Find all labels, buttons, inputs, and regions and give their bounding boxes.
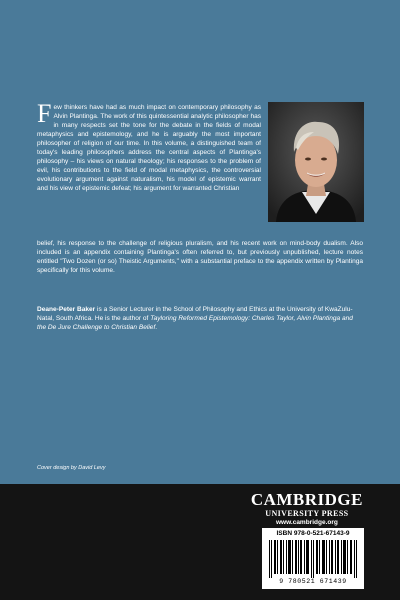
publisher-url: www.cambridge.org xyxy=(275,519,338,526)
author-name: Deane-Peter Baker xyxy=(37,306,96,313)
author-bio-text: is a Senior Lecturer in the School of Philosophy and Ethics at the University of KwaZulu-Natal, South Africa. He is the author of xyxy=(37,306,353,323)
blurb-continued: belief, his response to the challenge of religious pluralism, and his recent work on mind-body dualism. Also included is an appendix containing Plantinga's often referred to, but previously unpublished, lecture notes entitled "Two Dozen (or so) Theistic Arguments," with a substantial preface to the appendix written by Plantinga specifically for this volume. xyxy=(37,240,363,275)
barcode-icon xyxy=(267,540,359,578)
drop-cap: F xyxy=(37,99,52,128)
author-bio-end: . xyxy=(155,324,158,332)
cover-design-credit: Cover design by David Levy xyxy=(37,465,106,471)
author-bio xyxy=(37,305,363,332)
isbn-label: ISBN 978-0-521-67143-9 xyxy=(276,530,350,537)
publisher-subtitle: UNIVERSITY PRESS xyxy=(265,509,349,518)
publisher-name: CAMBRIDGE xyxy=(250,490,363,509)
barcode-digits: 9 780521 671439 xyxy=(279,578,347,585)
author-portrait-image xyxy=(268,102,364,222)
barcode-box xyxy=(262,528,364,589)
author-photo xyxy=(268,102,364,222)
author-book-title: Tayloring Reformed Epistemology: Charles Taylor, Alvin Plantinga and the De Jure Challenge to Christian Belief xyxy=(37,315,353,332)
blurb-text-top: ew thinkers have had as much impact on contemporary philosophy as Alvin Plantinga. The work of this quintessential analytic philosopher has in many respects set the tone for the debate in the fields of modal metaphysics and epistemology, and he is arguably the most important philosopher of religion of our time. In this volume, a distinguished team of today's leading philosophers address the central aspects of Plantinga's philosophy – his views on natural theology; his responses to the problem of evil, his contributions to the field of modal metaphysics, the controversial evolutionary argument against naturalism, his model of epistemic warrant and his view of epistemic defeat; his argument for warranted Christian xyxy=(37,104,261,193)
publisher-logo xyxy=(251,491,363,527)
blurb-paragraph xyxy=(37,99,261,193)
